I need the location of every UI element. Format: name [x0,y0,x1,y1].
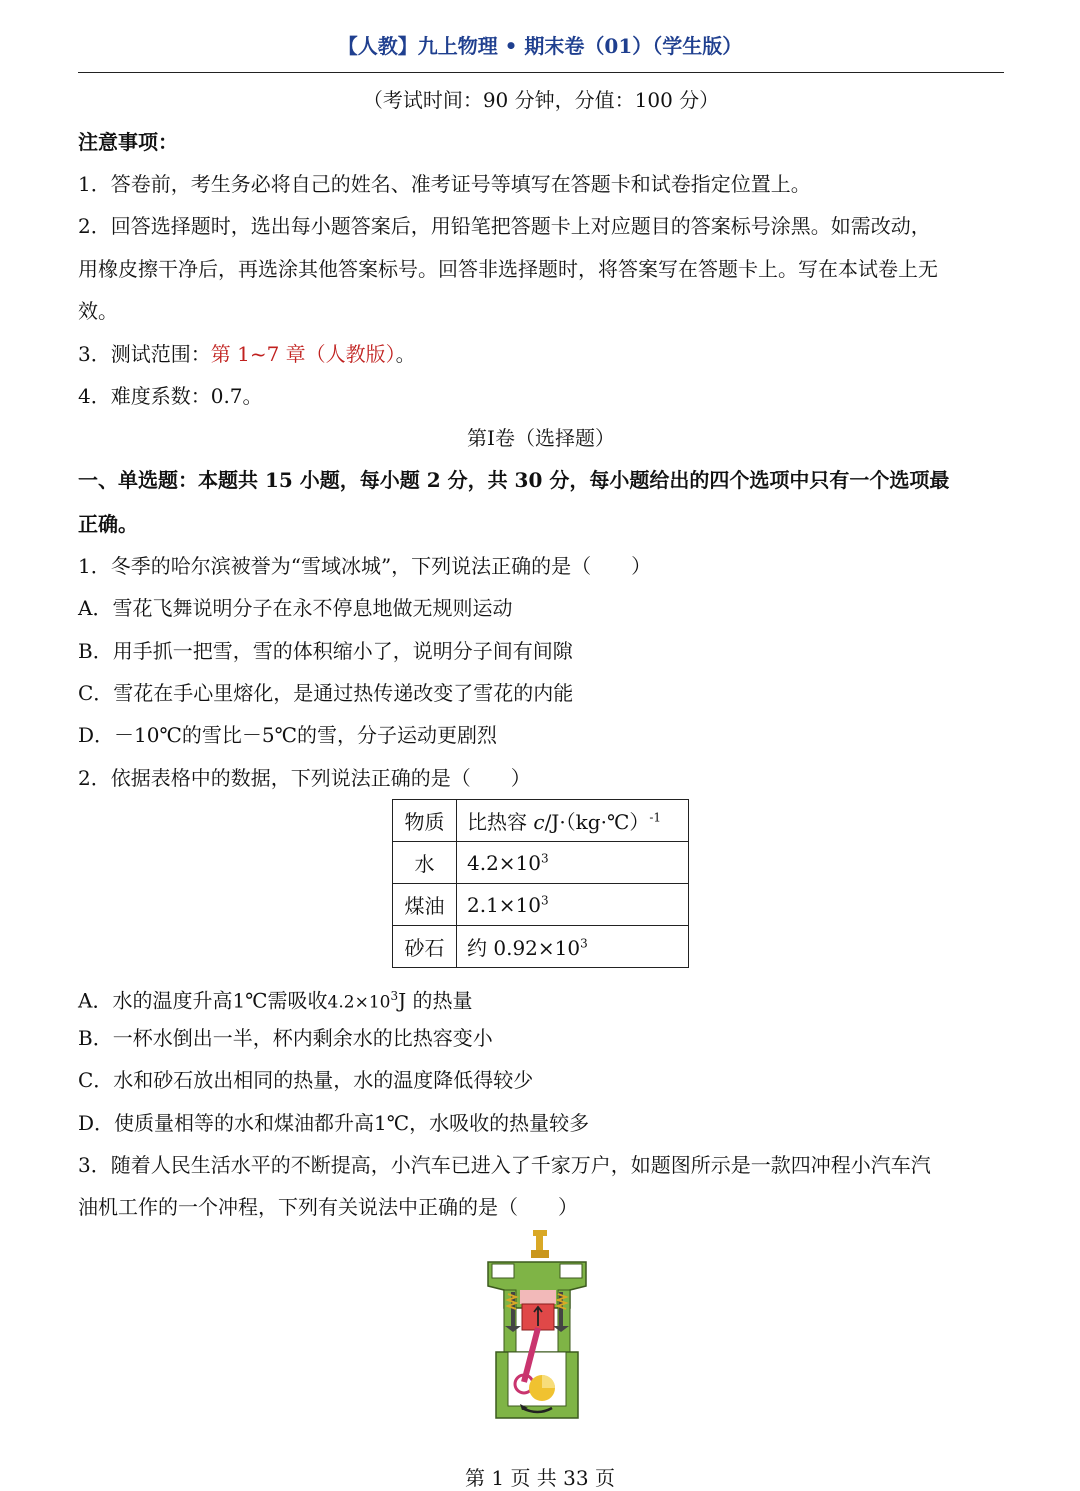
table-row [393,884,689,926]
notice-item-2-line-1: 2．回答选择题时，选出每小题答案后，用铅笔把答题卡上对应题目的答案标号涂黑。如需改动， [78,214,931,238]
value-exponent: 3 [541,892,549,907]
q2-a-unit: J 的热量 [398,988,473,1013]
header-symbol: c [533,810,545,834]
q2-option-a [78,982,1004,1017]
q2-option-b: B．一杯水倒出一半，杯内剩余水的比热容变小 [78,1026,493,1050]
q2-stem: 2．依据表格中的数据，下列说法正确的是（ ） [78,766,531,790]
table-header-specific-heat [457,800,689,842]
specific-heat-table [392,799,689,968]
header-unit: /J·（kg·℃） [544,810,650,834]
q1-option-c: C．雪花在手心里熔化，是通过热传递改变了雪花的内能 [78,681,574,705]
notice-item-3-suffix: 。 [395,342,416,366]
q2-a-exponent: 3 [390,989,399,1003]
table-header-substance: 物质 [393,800,457,842]
header-exponent: -1 [649,810,662,825]
section-heading-line-1: 一、单选题：本题共 15 小题，每小题 2 分，共 30 分，每小题给出的四个选项中只有一个选项最 [78,468,950,492]
q3-stem-line-1: 3．随着人民生活水平的不断提高，小汽车已进入了千家万户，如题图所示是一款四冲程小汽车汽 [78,1153,931,1177]
q1-option-a: A．雪花飞舞说明分子在永不停息地做无规则运动 [78,596,513,620]
table-cell-substance: 水 [393,842,457,884]
notice-item-4: 4．难度系数：0.7。 [78,384,263,408]
volume-title: 第Ⅰ卷（选择题） [467,426,615,450]
q2-a-value: 4.2×10 [327,992,391,1013]
value-mantissa: 4.2×10 [467,850,542,875]
notice-item-1: 1．答卷前，考生务必将自己的姓名、准考证号等填写在答题卡和试卷指定位置上。 [78,172,811,196]
table-cell-value [457,884,689,926]
value-mantissa: 约 0.92×10 [467,936,581,960]
notice-title: 注意事项： [78,130,178,154]
header-rule [78,72,1004,73]
section-heading-line-2: 正确。 [78,512,138,536]
table-header-row [393,800,689,842]
q3-stem-line-2: 油机工作的一个冲程，下列有关说法中正确的是（ ） [78,1195,578,1219]
q1-stem: 1．冬季的哈尔滨被誉为“雪域冰城”，下列说法正确的是（ ） [78,554,652,578]
header-text: 比热容 [467,810,534,834]
table-cell-substance: 砂石 [393,926,457,968]
notice-item-2-line-3: 效。 [78,299,118,323]
value-mantissa: 2.1×10 [467,892,542,917]
value-exponent: 3 [580,936,588,951]
test-range: 第 1~7 章（人教版） [210,342,396,366]
table-cell-value [457,926,689,968]
table-cell-substance: 煤油 [393,884,457,926]
notice-item-3-prefix: 3．测试范围： [78,342,211,366]
table-row [393,926,689,968]
exam-info: （考试时间：90 分钟，分值：100 分） [362,88,720,112]
q2-option-d: D．使质量相等的水和煤油都升高1℃，水吸收的热量较多 [78,1111,590,1135]
q2-option-c: C．水和砂石放出相同的热量，水的温度降低得较少 [78,1068,534,1092]
table-row [393,842,689,884]
document-header: 【人教】九上物理 • 期末卷（01）（学生版） [337,34,743,58]
engine-stroke-figure [478,1228,596,1424]
table-cell-value [457,842,689,884]
value-exponent: 3 [541,850,549,865]
notice-item-3 [78,340,1004,368]
notice-item-2-line-2: 用橡皮擦干净后，再选涂其他答案标号。回答非选择题时，将答案写在答题卡上。写在本试卷上无 [78,257,938,281]
q1-option-d: D．－10℃的雪比－5℃的雪，分子运动更剧烈 [78,723,497,747]
page-footer: 第 1 页 共 33 页 [465,1466,615,1490]
q2-a-text: A．水的温度升高1℃需吸收 [78,988,328,1013]
q1-option-b: B．用手抓一把雪，雪的体积缩小了，说明分子间有间隙 [78,639,573,663]
